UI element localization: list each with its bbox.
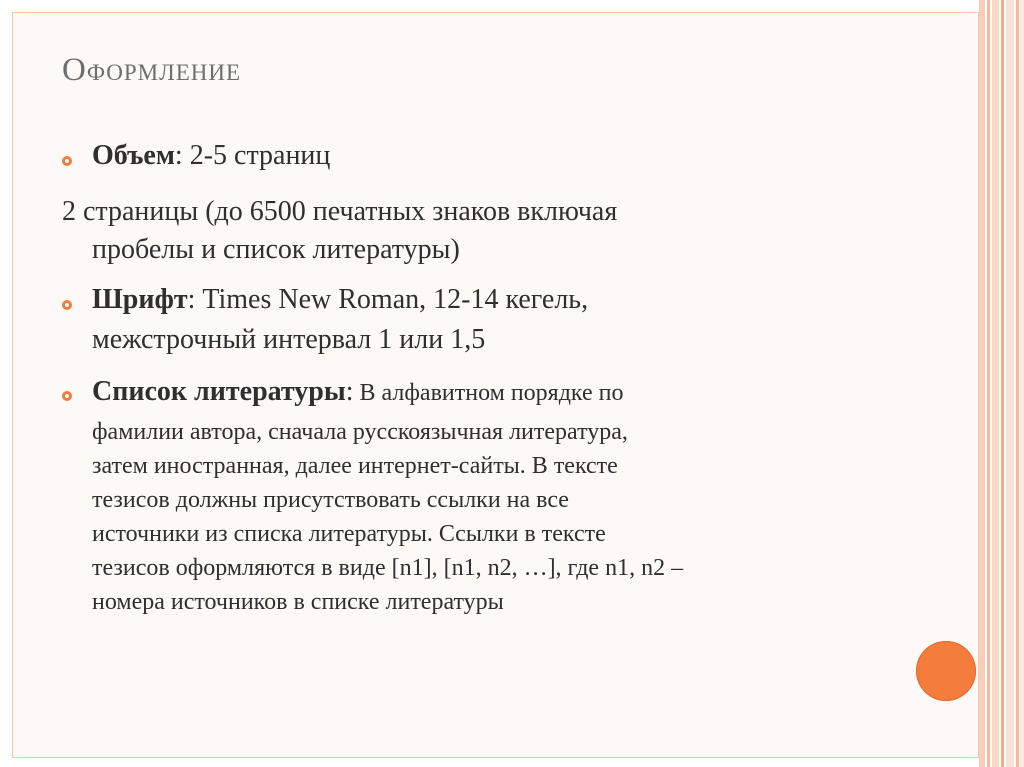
bullet-volume-label: Объем <box>92 140 175 171</box>
bullet-ring-icon <box>62 156 72 166</box>
bullet-ring-icon <box>62 300 72 310</box>
bullet-volume-value: 2-5 страниц <box>182 140 331 171</box>
decorative-stripe <box>979 0 985 767</box>
bullet-references-line: тезисов должны присутствовать ссылки на все <box>92 487 569 513</box>
bullet-volume-text <box>92 140 330 172</box>
decorative-stripe <box>992 0 999 767</box>
bullet-references-label: Список литературы <box>92 376 346 407</box>
bullet-ring-icon <box>62 391 72 401</box>
slide-title: Оформление <box>62 52 242 88</box>
decorative-stripe <box>987 0 990 767</box>
bullet-font-label: Шрифт <box>92 284 188 315</box>
bullet-volume-sep: : <box>174 140 183 171</box>
bullet-references-text <box>92 376 623 408</box>
decorative-stripe <box>1020 0 1024 767</box>
decorative-stripe <box>1006 0 1014 767</box>
bullet-references-value: В алфавитном порядке по <box>353 380 624 406</box>
bullet-references-line: фамилии автора, сначала русскоязычная литература, <box>92 419 628 445</box>
decorative-stripe <box>1001 0 1004 767</box>
bullet-font-text <box>92 284 588 316</box>
bullet-font-sep: : <box>187 284 196 315</box>
bullet-font-value: Times New Roman, 12-14 кегель, <box>195 284 589 315</box>
bullet-references-line: затем иностранная, далее интернет-сайты. В тексте <box>92 453 618 479</box>
bullet-references-line: источники из списка литературы. Ссылки в тексте <box>92 521 606 547</box>
bullet-font-line-2: межстрочный интервал 1 или 1,5 <box>92 324 486 355</box>
volume-note-line-2: пробелы и список литературы) <box>92 234 460 265</box>
bullet-references-sep: : <box>345 376 354 407</box>
bullet-references-line: тезисов оформляются в виде [n1], [n1, n2, …], где n1, n2 – <box>92 555 684 581</box>
volume-note-line-1: 2 страницы (до 6500 печатных знаков включая <box>62 196 618 227</box>
bullet-references-line: номера источников в списке литературы <box>92 589 504 615</box>
decorative-stripe <box>1016 0 1019 767</box>
decorative-circle-icon <box>916 641 976 701</box>
